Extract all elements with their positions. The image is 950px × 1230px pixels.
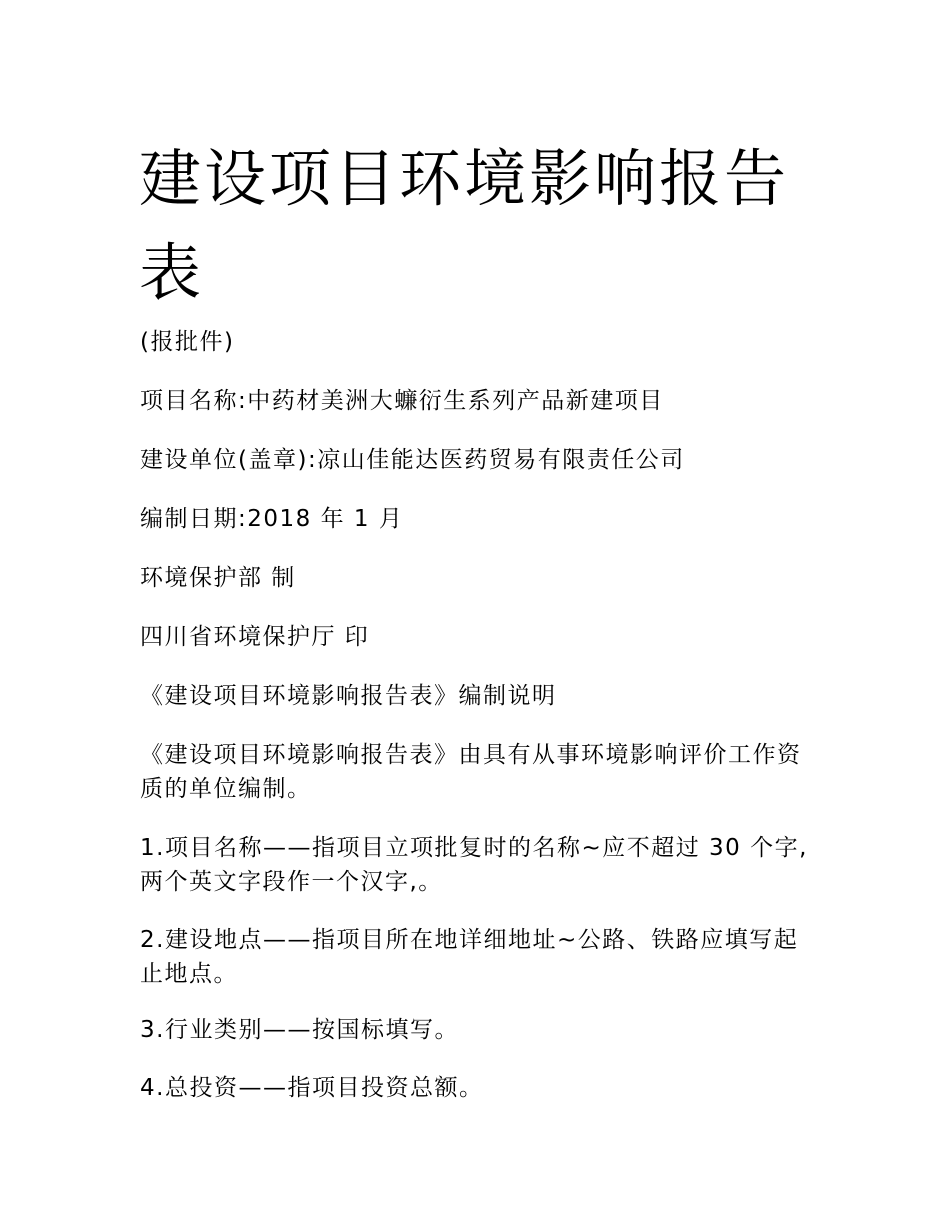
- printed-by-line: 四川省环境保护厅 印: [140, 624, 370, 650]
- section-heading: 《建设项目环境影响报告表》编制说明: [140, 683, 557, 709]
- date-line: 编制日期:2018 年 1 月: [140, 506, 404, 532]
- item-2-paragraph: 2.建设地点——指项目所在地详细地址~公路、铁路应填写起止地点。: [140, 927, 799, 987]
- made-by-line: 环境保护部 制: [140, 565, 296, 591]
- intro-paragraph: 《建设项目环境影响报告表》由具有从事环境影响评价工作资质的单位编制。: [140, 742, 802, 802]
- builder-line: 建设单位(盖章):凉山佳能达医药贸易有限责任公司: [140, 447, 685, 473]
- item-3-paragraph: 3.行业类别——按国标填写。: [140, 1017, 459, 1043]
- item-4-paragraph: 4.总投资——指项目投资总额。: [140, 1075, 484, 1101]
- item-1-paragraph: 1.项目名称——指项目立项批复时的名称~应不超过 30 个字,两个英文字段作一个汉字,。: [140, 835, 808, 895]
- document-title: 建设项目环境影响报告表: [139, 142, 790, 309]
- document-subtitle: (报批件): [140, 329, 235, 355]
- project-name-line: 项目名称:中药材美洲大蠊衍生系列产品新建项目: [140, 388, 664, 414]
